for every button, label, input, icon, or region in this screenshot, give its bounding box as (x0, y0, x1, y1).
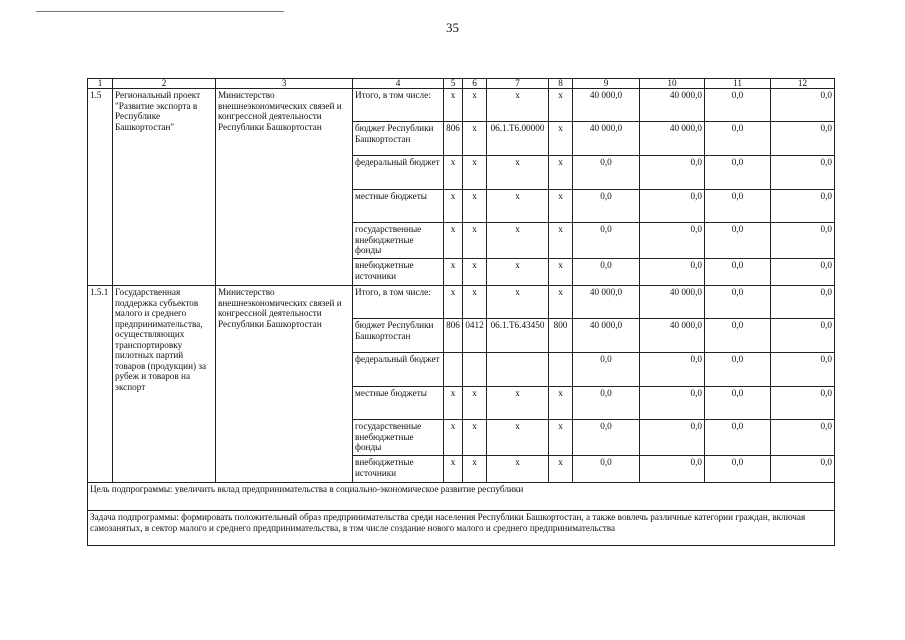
cell-c9: 0,0 (573, 387, 640, 420)
item-number: 1.5 (88, 89, 113, 286)
cell-c9: 0,0 (573, 456, 640, 483)
cell-c7: х (487, 456, 549, 483)
header-cell: 10 (640, 79, 705, 89)
funding-source: Итого, в том числе: (353, 286, 444, 319)
goal-text: Цель подпрограммы: увеличить вклад предпринимательства в социально-экономическое развитие республики (88, 483, 835, 511)
funding-source: внебюджетные источники (353, 259, 444, 286)
cell-c6: х (463, 89, 487, 122)
cell-c10: 40 000,0 (640, 319, 705, 353)
page-number: 35 (446, 20, 459, 35)
cell-c11: 0,0 (705, 223, 771, 259)
header-cell: 1 (88, 79, 113, 89)
cell-c9: 0,0 (573, 353, 640, 387)
cell-c9: 0,0 (573, 190, 640, 223)
cell-c7: 06.1.Т6.00000 (487, 122, 549, 156)
cell-c5 (444, 353, 463, 387)
header-cell: 5 (444, 79, 463, 89)
cell-c5: х (444, 156, 463, 190)
cell-c6: х (463, 122, 487, 156)
header-cell: 12 (771, 79, 835, 89)
header-cell: 4 (353, 79, 444, 89)
cell-c5: х (444, 89, 463, 122)
item-executor: Министерство внешнеэкономических связей и конгрессной деятельности Республики Башкортостан (216, 89, 353, 286)
cell-c5: х (444, 456, 463, 483)
funding-source: внебюджетные источники (353, 456, 444, 483)
header-cell: 3 (216, 79, 353, 89)
funding-source: государственные внебюджетные фонды (353, 420, 444, 456)
cell-c10: 0,0 (640, 156, 705, 190)
cell-c12: 0,0 (771, 156, 835, 190)
cell-c12: 0,0 (771, 122, 835, 156)
funding-source: бюджет Республики Башкортостан (353, 319, 444, 353)
cell-c8: 800 (549, 319, 573, 353)
cell-c9: 40 000,0 (573, 319, 640, 353)
cell-c10: 0,0 (640, 420, 705, 456)
header-cell: 9 (573, 79, 640, 89)
cell-c8: х (549, 156, 573, 190)
cell-c6: х (463, 156, 487, 190)
item-executor: Министерство внешнеэкономических связей и конгрессной деятельности Республики Башкортостан (216, 286, 353, 483)
cell-c11: 0,0 (705, 190, 771, 223)
table-row (88, 89, 835, 122)
cell-c11: 0,0 (705, 456, 771, 483)
item-name: Региональный проект "Развитие экспорта в Республике Башкортостан" (113, 89, 216, 286)
cell-c8: х (549, 190, 573, 223)
header-cell: 8 (549, 79, 573, 89)
cell-c11: 0,0 (705, 89, 771, 122)
cell-c5: 806 (444, 319, 463, 353)
cell-c12: 0,0 (771, 353, 835, 387)
cell-c6: х (463, 387, 487, 420)
cell-c7 (487, 353, 549, 387)
cell-c8 (549, 353, 573, 387)
cell-c6: 0412 (463, 319, 487, 353)
cell-c6: х (463, 286, 487, 319)
cell-c6: х (463, 456, 487, 483)
cell-c10: 0,0 (640, 387, 705, 420)
funding-source: федеральный бюджет (353, 353, 444, 387)
funding-source: Итого, в том числе: (353, 89, 444, 122)
goal-row (88, 483, 835, 511)
cell-c5: х (444, 420, 463, 456)
cell-c11: 0,0 (705, 286, 771, 319)
cell-c8: х (549, 286, 573, 319)
cell-c10: 0,0 (640, 259, 705, 286)
cell-c12: 0,0 (771, 89, 835, 122)
header-cell: 2 (113, 79, 216, 89)
funding-source: местные бюджеты (353, 190, 444, 223)
cell-c11: 0,0 (705, 259, 771, 286)
cell-c9: 40 000,0 (573, 122, 640, 156)
cell-c7: х (487, 387, 549, 420)
cell-c9: 0,0 (573, 420, 640, 456)
cell-c10: 0,0 (640, 190, 705, 223)
cell-c11: 0,0 (705, 420, 771, 456)
cell-c7: х (487, 259, 549, 286)
cell-c7: х (487, 156, 549, 190)
cell-c12: 0,0 (771, 190, 835, 223)
cell-c12: 0,0 (771, 420, 835, 456)
cell-c6: х (463, 420, 487, 456)
task-text: Задача подпрограммы: формировать положительный образ предпринимательства среди населения Республики Башкортостан, а также вовлечь различные категории граждан, включая самозанятых, в сектор малого и среднего предпринимательства, в том числе создание нового малого и среднего предпринимательства (88, 511, 835, 546)
cell-c9: 40 000,0 (573, 89, 640, 122)
header-cell: 11 (705, 79, 771, 89)
cell-c12: 0,0 (771, 223, 835, 259)
cell-c5: х (444, 387, 463, 420)
cell-c9: 40 000,0 (573, 286, 640, 319)
cell-c5: х (444, 223, 463, 259)
cell-c11: 0,0 (705, 122, 771, 156)
cell-c7: х (487, 190, 549, 223)
cell-c12: 0,0 (771, 319, 835, 353)
cell-c6: х (463, 223, 487, 259)
cell-c5: х (444, 190, 463, 223)
task-row (88, 511, 835, 546)
cell-c11: 0,0 (705, 319, 771, 353)
cell-c8: х (549, 387, 573, 420)
cell-c8: х (549, 420, 573, 456)
cell-c12: 0,0 (771, 456, 835, 483)
budget-table (87, 78, 835, 546)
header-cell: 6 (463, 79, 487, 89)
cell-c5: х (444, 286, 463, 319)
cell-c11: 0,0 (705, 387, 771, 420)
cell-c5: х (444, 259, 463, 286)
cell-c10: 0,0 (640, 223, 705, 259)
cell-c10: 40 000,0 (640, 122, 705, 156)
cell-c12: 0,0 (771, 259, 835, 286)
funding-source: государственные внебюджетные фонды (353, 223, 444, 259)
cell-c7: х (487, 89, 549, 122)
cell-c7: х (487, 286, 549, 319)
header-cell: 7 (487, 79, 549, 89)
cell-c10: 40 000,0 (640, 286, 705, 319)
cell-c8: х (549, 259, 573, 286)
item-number: 1.5.1 (88, 286, 113, 483)
cell-c7: х (487, 420, 549, 456)
cell-c6: х (463, 259, 487, 286)
cell-c12: 0,0 (771, 387, 835, 420)
cell-c6 (463, 353, 487, 387)
header-row (88, 79, 835, 89)
cell-c11: 0,0 (705, 156, 771, 190)
funding-source: местные бюджеты (353, 387, 444, 420)
cell-c9: 0,0 (573, 259, 640, 286)
cell-c9: 0,0 (573, 223, 640, 259)
cell-c7: х (487, 223, 549, 259)
cell-c10: 0,0 (640, 353, 705, 387)
funding-source: федеральный бюджет (353, 156, 444, 190)
cell-c10: 40 000,0 (640, 89, 705, 122)
cell-c10: 0,0 (640, 456, 705, 483)
cell-c9: 0,0 (573, 156, 640, 190)
cell-c8: х (549, 122, 573, 156)
item-name: Государственная поддержка субъектов малого и среднего предпринимательства, осуществляющих транспортировку пилотных партий товаров (продукции) за рубеж и товаров на экспорт (113, 286, 216, 483)
cell-c12: 0,0 (771, 286, 835, 319)
cell-c8: х (549, 223, 573, 259)
cell-c7: 06.1.Т6.43450 (487, 319, 549, 353)
funding-source: бюджет Республики Башкортостан (353, 122, 444, 156)
cell-c6: х (463, 190, 487, 223)
cell-c8: х (549, 89, 573, 122)
cell-c11: 0,0 (705, 353, 771, 387)
cell-c8: х (549, 456, 573, 483)
header-rule (36, 11, 284, 12)
table-row (88, 286, 835, 319)
cell-c5: 806 (444, 122, 463, 156)
